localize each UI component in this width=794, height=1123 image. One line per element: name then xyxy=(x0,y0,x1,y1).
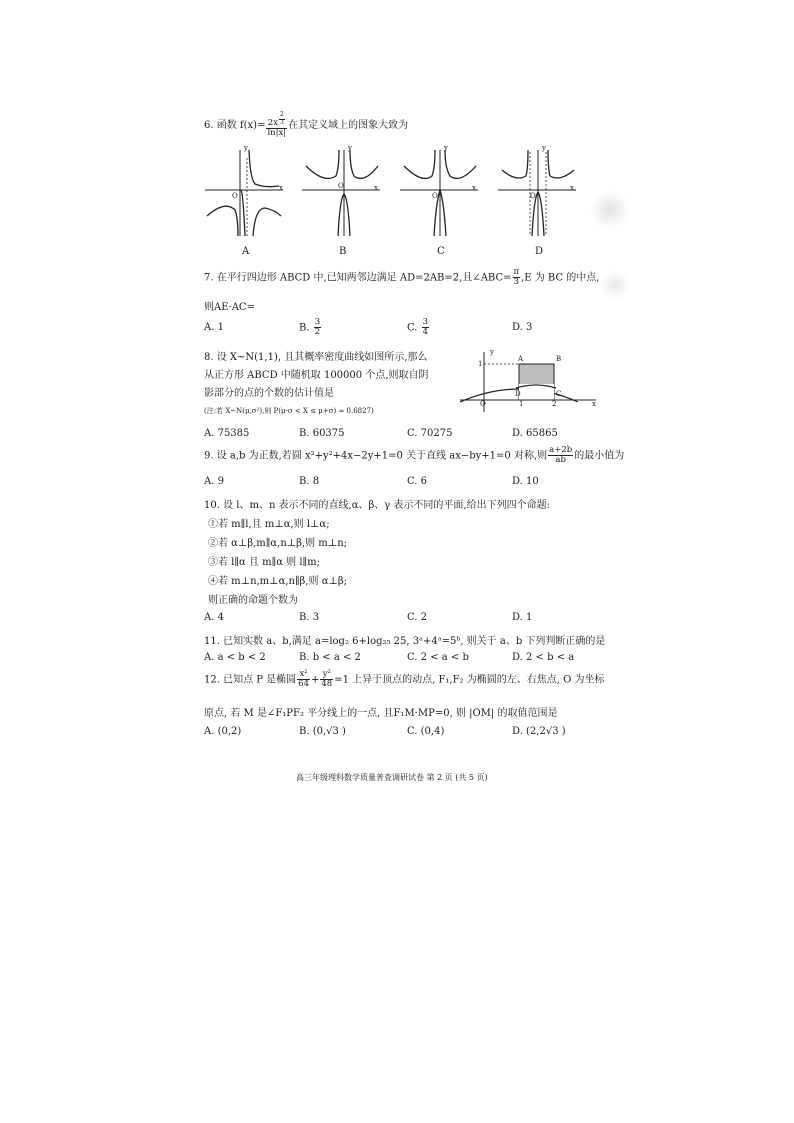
q9-option-c: C. 6 xyxy=(407,476,428,487)
q10-stem: 10. 设 l、m、n 表示不同的直线,α、β、γ 表示不同的平面,给出下列四个命题: xyxy=(204,500,550,511)
q7-option-d: D. 3 xyxy=(512,322,533,333)
q6-graph-d xyxy=(498,148,578,238)
q10-prop-2: ②若 α⊥β,m∥α,n⊥β,则 m⊥n; xyxy=(208,538,348,549)
q11-option-a: A. a < b < 2 xyxy=(204,652,266,663)
q6-axis-y-d: y xyxy=(542,144,546,152)
q8-fig-origin: O xyxy=(480,400,486,408)
q8-option-d: D. 65865 xyxy=(512,428,558,439)
q6-graph-d-label: D xyxy=(535,246,544,257)
q10-option-c: C. 2 xyxy=(407,612,428,623)
q8-fig-y: y xyxy=(490,348,494,356)
q10-option-b: B. 3 xyxy=(299,612,320,623)
scan-noise xyxy=(590,190,630,230)
q7-option-a: A. 1 xyxy=(204,322,224,333)
q8-fig-x1: 1 xyxy=(519,400,524,408)
page-footer: 高三年级理科数学质量普查调研试卷 第 2 页 (共 5 页) xyxy=(296,773,488,782)
q8-fig-x: x xyxy=(592,400,596,408)
q12-line2: 原点, 若 M 是∠F₁PF₂ 平分线上的一点, 且F₁M·MP=0, 则 |OM| 的取值范围是 xyxy=(204,708,558,719)
q6-axis-x-a: x xyxy=(279,184,283,192)
q6-graph-b xyxy=(302,148,382,238)
q11-option-d: D. 2 < b < a xyxy=(512,652,575,663)
q6-origin-d: O xyxy=(530,192,536,200)
q12-option-c: C. (0,4) xyxy=(407,726,445,737)
q6-axis-x-c: x xyxy=(472,184,476,192)
q6-origin-a: O xyxy=(232,192,238,200)
q8-fig-d: D xyxy=(515,390,521,398)
q8-fig-one: 1 xyxy=(478,360,483,368)
q9-option-d: D. 10 xyxy=(512,476,539,487)
q10-prop-4: ④若 m⊥n,m⊥α,n∥β,则 α⊥β; xyxy=(208,576,348,587)
q10-option-a: A. 4 xyxy=(204,612,224,623)
q12-option-d: D. (2,2√3 ) xyxy=(512,726,566,737)
q11-option-c: C. 2 < a < b xyxy=(407,652,469,663)
q7-ask: 则AE·AC= xyxy=(204,302,255,313)
q6-axis-x-d: x xyxy=(570,184,574,192)
q7-option-b: B. $\frac{3}{2}$ xyxy=(299,317,321,338)
q6-graph-a xyxy=(205,148,285,238)
q7-stem: 7. 在平行四边形 ABCD 中,已知两邻边满足 AD=2AB=2,且∠ABC= $\frac{\pi}{3}$ ,E 为 BC 的中点, xyxy=(204,267,600,288)
q8-line1: 8. 设 X~N(1,1), 且其概率密度曲线如图所示,那么 xyxy=(204,352,428,363)
q6-stem: 6. 函数 f(x)= 2x $^{\frac{2}{3}}$ ln|x| 在其定义域上的图象大致为 xyxy=(204,111,409,139)
q8-fig-c: C xyxy=(556,390,562,398)
q6-axis-y-c: y xyxy=(444,144,448,152)
q8-option-a: A. 75385 xyxy=(204,428,250,439)
q11-option-b: B. b < a < 2 xyxy=(299,652,361,663)
q12-stem: 12. 已知点 P 是椭圆 $\frac{\text{x²}}{64}$ + $\frac{\text{y²}}{48}$ =1 上异于顶点的动点, F₁,F₂ 为椭圆的左、右焦点, O 为坐标 xyxy=(204,669,605,690)
q8-line2: 从正方形 ABCD 中随机取 100000 个点,则取自阴 xyxy=(204,370,429,381)
q6-graph-c xyxy=(400,148,480,238)
q6-graph-b-label: B xyxy=(339,246,347,257)
q8-fig-b: B xyxy=(556,355,562,363)
q9-option-a: A. 9 xyxy=(204,476,224,487)
q7-option-c: C. $\frac{3}{4}$ xyxy=(407,317,429,338)
q8-option-b: B. 60375 xyxy=(299,428,345,439)
q6-axis-y-b: y xyxy=(348,144,352,152)
q8-fig-a: A xyxy=(518,355,524,363)
q8-note: (注:若 X~N(μ,σ²),则 P(μ-σ < X ≤ μ+σ) ≈ 0.6827) xyxy=(204,407,374,415)
q12-option-a: A. (0,2) xyxy=(204,726,242,737)
q10-prop-3: ③若 l∥α 且 m∥α 则 l∥m; xyxy=(208,557,320,568)
q8-fig-x2: 2 xyxy=(552,400,557,408)
q6-graph-a-label: A xyxy=(242,246,250,257)
scan-noise-2 xyxy=(600,270,630,300)
q9-option-b: B. 8 xyxy=(299,476,320,487)
q6-axis-x-b: x xyxy=(374,184,378,192)
q9-stem: 9. 设 a,b 为正数,若圆 x²+y²+4x−2y+1=0 关于直线 ax−by+1=0 对称,则 $\frac{a+2b}{ab}$ 的最小值为 xyxy=(204,445,625,466)
q6-graph-c-label: C xyxy=(437,246,445,257)
q10-option-d: D. 1 xyxy=(512,612,533,623)
q10-prop-1: ①若 m∥l,且 m⊥α,则 l⊥α; xyxy=(208,519,330,530)
q6-origin-c: O xyxy=(432,192,438,200)
q6-axis-y-a: y xyxy=(244,144,248,152)
q8-line3: 影部分的点的个数的估计值是 xyxy=(204,388,334,399)
q12-option-b: B. (0,√3 ) xyxy=(299,726,346,737)
q8-option-c: C. 70275 xyxy=(407,428,453,439)
q11-stem: 11. 已知实数 a、b,满足 a=log₂ 6+log₂₅ 25, 3ᵃ+4ᵃ=5ᵇ, 则关于 a、b 下列判断正确的是 xyxy=(204,636,606,647)
q6-origin-b: O xyxy=(338,182,344,190)
q10-ask: 则正确的命题个数为 xyxy=(208,595,298,606)
